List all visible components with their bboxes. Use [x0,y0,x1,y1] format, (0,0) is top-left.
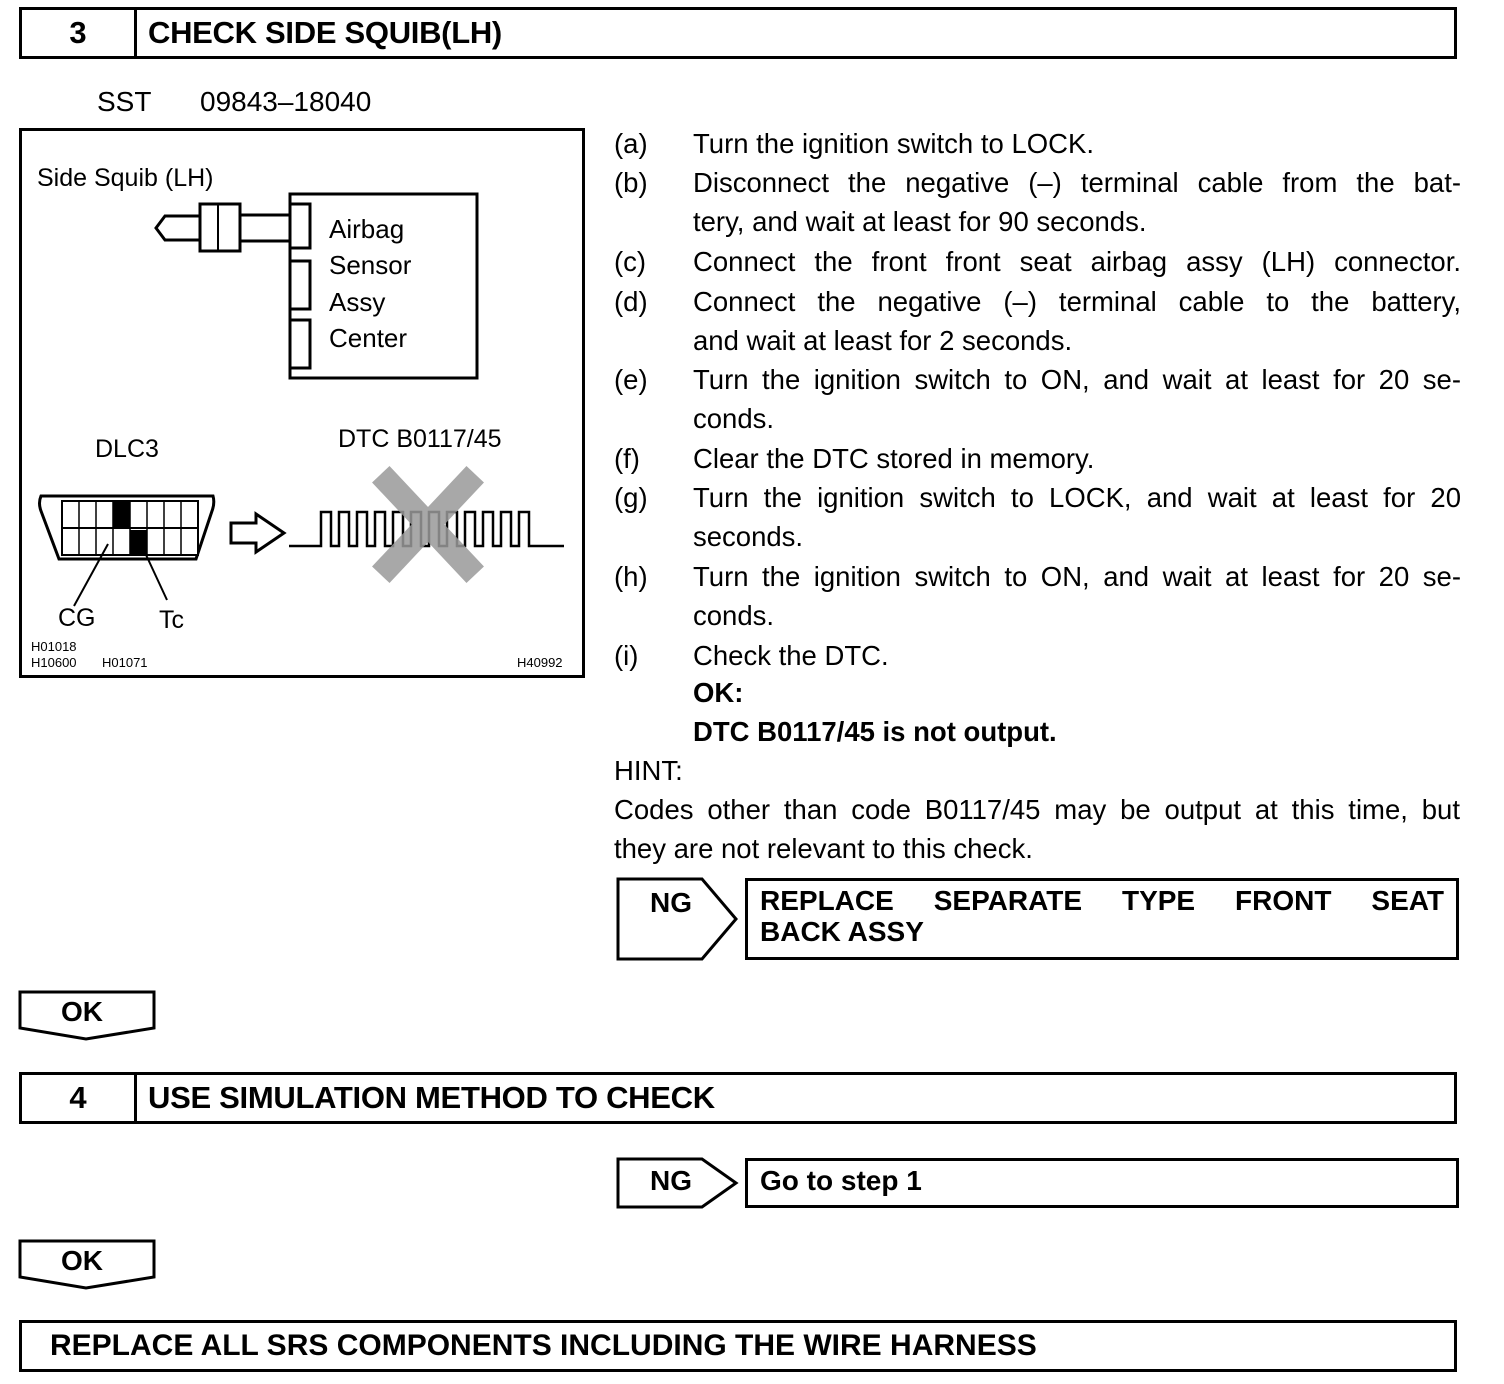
step-3-header [19,7,1457,59]
instruction-text: Turn the ignition switch to ON, and wait at least for 20 se- [693,561,1461,592]
ecu-line-4: Center [329,323,408,353]
instruction-text: Check the DTC. [693,640,889,671]
side-squib-label: Side Squib (LH) [37,164,214,192]
instruction-label: (e) [614,364,648,395]
instruction-label: (a) [614,128,648,159]
wiring-figure [19,128,585,678]
instruction-text: conds. [693,403,775,434]
figure-code-2: H10600 [31,655,77,670]
hint-line-1: Codes other than code B0117/45 may be output at this time, but [614,794,1460,825]
instruction-label: (d) [614,286,648,317]
ecu-line-3: Assy [329,287,386,317]
ng-result-line-1: REPLACE SEPARATE TYPE FRONT SEAT [760,885,1444,916]
ecu-line-2: Sensor [329,250,412,280]
instruction-text: Turn the ignition switch to ON, and wait at least for 20 se- [693,364,1461,395]
instruction-label: (g) [614,482,648,513]
hint-label: HINT: [614,755,683,786]
instruction-label: (f) [614,443,640,474]
instruction-label: (b) [614,167,648,198]
figure-code-1: H01018 [31,639,77,654]
instruction-text: conds. [693,600,775,631]
ng-result-text: Go to step 1 [760,1165,922,1196]
step-title: CHECK SIDE SQUIB(LH) [148,15,502,50]
step-number: 3 [22,10,137,56]
hint-line-2: they are not relevant to this check. [614,833,1033,864]
ecu-line-1: Airbag [329,214,405,244]
final-action-text: REPLACE ALL SRS COMPONENTS INCLUDING THE WIRE HARNESS [50,1329,1037,1362]
ng-result-line-2: BACK ASSY [760,916,924,947]
ng-label-step4: NG [650,1165,692,1196]
instruction-text: Clear the DTC stored in memory. [693,443,1095,474]
instruction-text: seconds. [693,521,804,552]
instruction-text: Turn the ignition switch to LOCK. [693,128,1094,159]
instruction-text: Disconnect the negative (–) terminal cable from the bat- [693,167,1461,198]
sst-label: SST [97,86,152,117]
instruction-label: (i) [614,640,639,671]
cg-label: CG [58,604,96,632]
ok-label-step3: OK [61,996,103,1027]
dtc-label: DTC B0117/45 [338,425,502,453]
sst-number: 09843–18040 [200,86,372,117]
instruction-text: Turn the ignition switch to LOCK, and wait at least for 20 [693,482,1461,513]
step-4-header [19,1072,1457,1124]
ng-result-step4 [745,1158,1459,1208]
ng-label-step3: NG [650,887,692,918]
ok-criteria-label: OK: [693,677,744,708]
instruction-label: (h) [614,561,648,592]
instruction-text: Connect the negative (–) terminal cable to the battery, [693,286,1461,317]
instruction-label: (c) [614,246,647,277]
ok-criteria-text: DTC B0117/45 is not output. [693,716,1057,747]
figure-code-3: H01071 [102,655,148,670]
figure-code-4: H40992 [517,655,563,670]
dlc3-label: DLC3 [95,435,159,463]
step-title: USE SIMULATION METHOD TO CHECK [148,1080,715,1115]
ng-result-step3 [745,878,1459,960]
instruction-text: Connect the front front seat airbag assy (LH) connector. [693,246,1461,277]
tc-label: Tc [159,606,184,634]
instruction-text: tery, and wait at least for 90 seconds. [693,206,1147,237]
final-action-box [19,1320,1457,1372]
ok-label-step4: OK [61,1245,103,1276]
instruction-text: and wait at least for 2 seconds. [693,325,1073,356]
step-number: 4 [22,1075,137,1121]
